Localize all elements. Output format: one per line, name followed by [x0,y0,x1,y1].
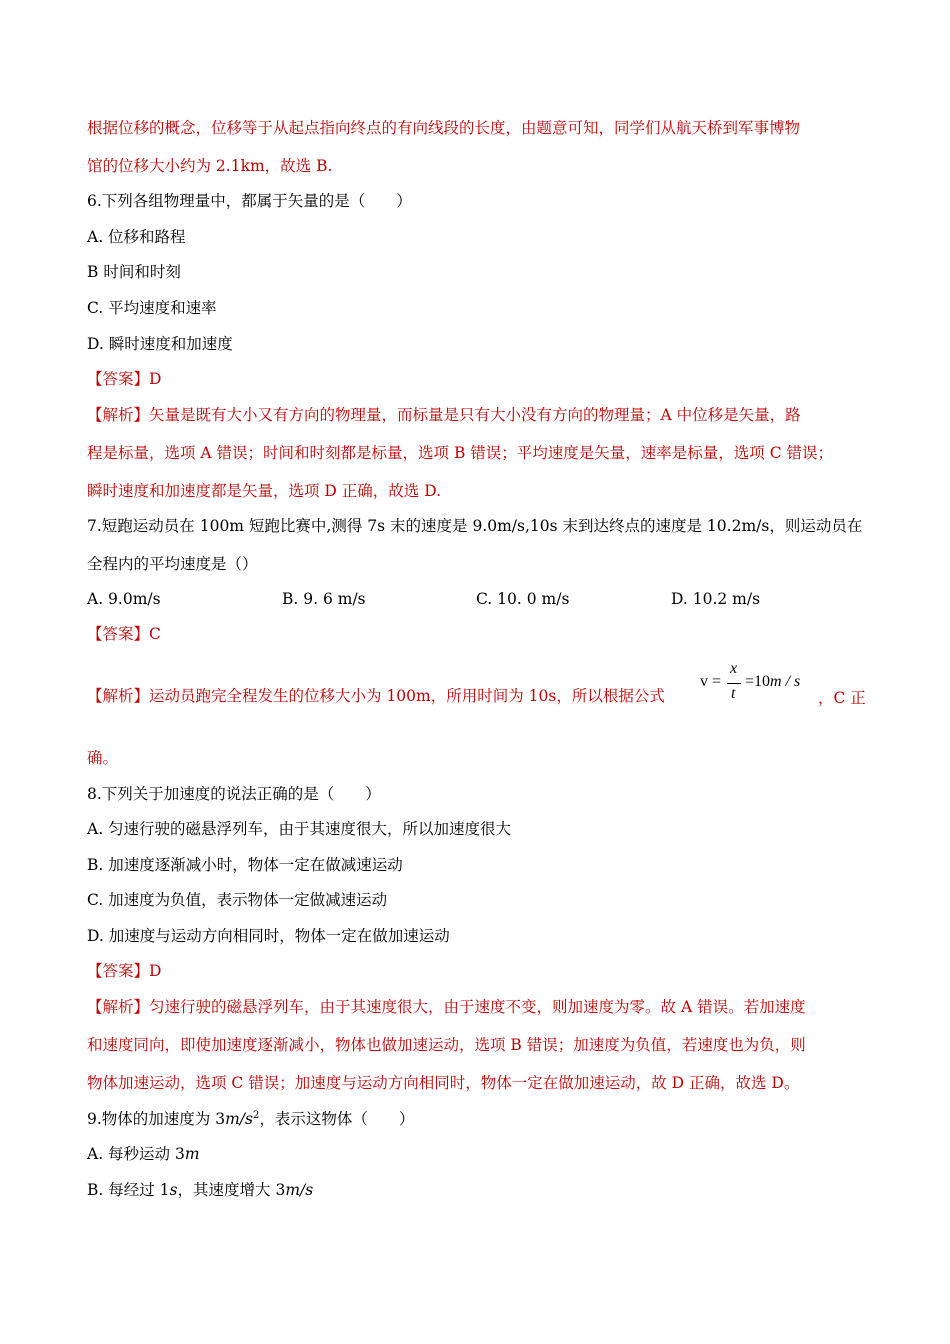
q9-option-b-unit: m/s [285,1181,314,1199]
q7-option-a: A. 9.0m/s [87,590,161,608]
q6-explanation-line2: 程是标量，选项 A 错误；时间和时刻都是标量，选项 B 错误；平均速度是矢量，速率是标量，选项 C 错误； [87,444,834,462]
formula-numerator: x [730,660,738,677]
formula-lhs: v [700,673,708,690]
q6-option-a: A. 位移和路程 [87,228,186,246]
q7-stem-line2: 全程内的平均速度是（） [87,555,258,573]
q8-stem: 8.下列关于加速度的说法正确的是（ ） [87,785,381,803]
answer-tag: 【答案】 [87,625,150,643]
q9-stem-suffix: ，表示这物体（ ） [259,1110,415,1128]
q8-answer [87,961,161,981]
q9-stem [87,1109,414,1129]
q8-option-b: B. 加速度逐渐减小时，物体一定在做减速运动 [87,856,403,874]
q6-stem: 6.下列各组物理量中，都属于矢量的是（ ） [87,192,412,210]
q7-option-b: B. 9. 6 m/s [282,590,366,608]
q7-option-d: D. 10.2 m/s [671,590,761,608]
q9-option-a [87,1144,200,1164]
q6-option-d: D. 瞬时速度和加速度 [87,335,233,353]
q8-explanation-line2: 和速度同向，即使加速度逐渐减小，物体也做加速运动，选项 B 错误；加速度为负值，若速度也为负，则 [87,1036,806,1054]
q8-option-c: C. 加速度为负值，表示物体一定做减速运动 [87,891,388,909]
q7-option-c: C. 10. 0 m/s [476,590,570,608]
answer-tag: 【答案】 [87,370,150,388]
q8-option-d: D. 加速度与运动方向相同时，物体一定在做加速运动 [87,927,450,945]
answer-tag: 【答案】 [87,962,150,980]
formula-equals: = [712,673,722,690]
q9-stem-unit: m/s [225,1110,253,1128]
q9-stem-exponent: 2 [252,1109,260,1121]
answer-value: D [149,370,162,388]
q9-option-b-middle: ，其速度增大 3 [177,1181,286,1199]
formula-rhs [745,673,800,691]
fraction-bar [727,683,741,684]
formula-rhs-unit: m / s [770,673,801,690]
q8-option-a: A. 匀速行驶的磁悬浮列车，由于其速度很大，所以加速度很大 [87,820,512,838]
q9-option-a-text: A. 每秒运动 3 [87,1145,185,1163]
q6-option-c: C. 平均速度和速率 [87,299,217,317]
explanation-text: 运动员跑完全程发生的位移大小为 100m，所用时间为 10s，所以根据公式 [149,687,665,705]
q7-explanation-line2: 确。 [87,749,119,767]
q5-explanation-line2: 馆的位移大小约为 2.1km，故选 B. [87,157,333,175]
q9-option-b-text: B. 每经过 1 [87,1181,170,1199]
q9-stem-prefix: 9.物体的加速度为 3 [87,1110,226,1128]
q7-explanation-tail: ，C 正 [818,689,866,707]
average-velocity-formula [700,661,818,707]
explanation-tag: 【解析】 [87,406,150,424]
q9-option-b-second-unit: s [169,1181,178,1199]
q7-stem-line1: 7.短跑运动员在 100m 短跑比赛中,测得 7s 末的速度是 9.0m/s,10s 末到达终点的速度是 10.2m/s，则运动员在 [87,517,863,535]
q6-explanation-line1 [87,405,801,425]
q8-explanation-line3: 物体加速运动，选项 C 错误；加速度与运动方向相同时，物体一定在做加速运动，故 D 正确，故选 D。 [87,1074,800,1092]
explanation-tag: 【解析】 [87,998,150,1016]
q5-explanation-line1: 根据位移的概念，位移等于从起点指向终点的有向线段的长度，由题意可知，同学们从航天桥到军事博物 [87,119,801,137]
formula-rhs-equals: = [745,673,755,690]
q8-explanation-line1 [87,997,806,1017]
q6-explanation-line3: 瞬时速度和加速度都是矢量，选项 D 正确，故选 D. [87,482,442,500]
formula-denominator: t [731,685,736,702]
formula-rhs-value: 10 [754,673,771,690]
q7-explanation-line1 [87,686,665,706]
q6-option-b: B 时间和时刻 [87,263,181,281]
q7-answer [87,624,161,644]
q9-option-a-unit: m [184,1145,200,1163]
explanation-text: 矢量是既有大小又有方向的物理量，而标量是只有大小没有方向的物理量；A 中位移是矢量，路 [149,406,801,424]
q6-answer [87,369,161,389]
answer-value: C [149,625,161,643]
explanation-tag: 【解析】 [87,687,150,705]
answer-value: D [149,962,162,980]
q9-option-b [87,1180,313,1200]
explanation-text: 匀速行驶的磁悬浮列车，由于其速度很大，由于速度不变，则加速度为零。故 A 错误。若加速度 [149,998,806,1016]
